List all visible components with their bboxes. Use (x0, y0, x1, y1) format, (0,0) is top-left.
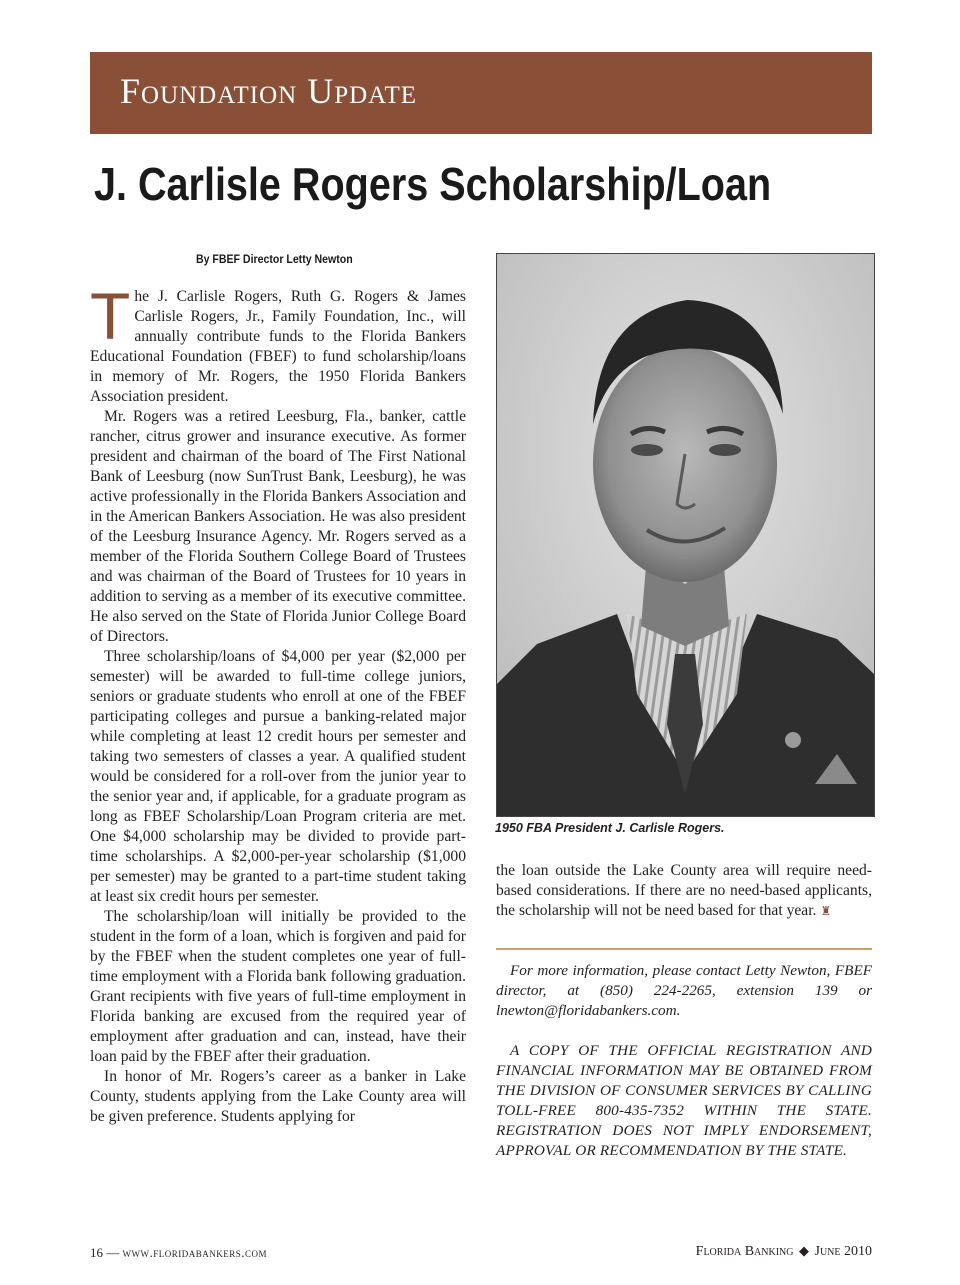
issue-date: June 2010 (814, 1244, 872, 1259)
registration-disclaimer: A COPY OF THE OFFICIAL REGISTRATION AND FINANCIAL INFORMATION MAY BE OBTAINED FROM THE DIVISION OF CONSUMER SERVICES BY CALLING TOLL-FREE 800-435-7352 WITHIN THE STATE. REGISTRATION DOES NOT IMPLY ENDORSEMENT, APPROVAL OR RECOMMENDATION BY THE STATE. (496, 1042, 872, 1159)
section-banner (90, 52, 872, 134)
portrait-illustration (497, 254, 874, 816)
article-paragraph-6: the loan outside the Lake County area will require need-based considerations. If there are no need-based applicants, the scholarship will not be need based for that year. ♜ (496, 862, 872, 919)
article-paragraph-4: The scholarship/loan will initially be provided to the student in the form of a loan, which is forgiven and paid for by the FBEF when the student completes one year of full-time employment with a Florida bank following graduation. Grant recipients with five years of full-time employment in Florida banking are excused from the required year of employment after graduation and can, instead, have their loan paid by the FBEF after their graduation. (90, 908, 466, 1065)
drop-cap: T (90, 279, 131, 353)
article-column-left (90, 279, 466, 1127)
article-byline: By FBEF Director Letty Newton (196, 252, 353, 266)
article-paragraph-5: In honor of Mr. Rogers’s career as a banker in Lake County, students applying from the Lake County area will be given preference. Students applying for (90, 1068, 466, 1125)
page-number: 16 (90, 1245, 103, 1260)
footer-page-info (90, 1245, 267, 1261)
article-headline: J. Carlisle Rogers Scholarship/Loan (94, 158, 772, 210)
end-of-article-icon: ♜ (820, 904, 832, 918)
article-paragraph-3: Three scholarship/loans of $4,000 per year ($2,000 per semester) will be awarded to full-time college juniors, seniors or graduate students who enroll at one of the FBEF participating colleges and pursue a banking-related major while completing at least 12 credit hours per semester and taking two semesters of classes a year. A qualified student would be considered for a roll-over from the junior year to the senior year and, if applicable, for a graduate program as long as FBEF Scholarship/Loan Program criteria are met. One $4,000 scholarship may be divided to provide part-time scholarships. A $2,000-per-year scholarship ($1,000 per semester) may be granted to a part-time student taking at least six credit hours per semester. (90, 648, 466, 905)
portrait-photo (496, 253, 875, 817)
article-paragraph-2: Mr. Rogers was a retired Leesburg, Fla., banker, cattle rancher, citrus grower and insurance executive. As former president and chairman of the board of The First National Bank of Leesburg (now SunTrust Bank, Leesburg), he was active professionally in the Florida Bankers Association and in the American Bankers Association. He was also president of the Leesburg Insurance Agency. Mr. Rogers served as a member of the Florida Southern College Board of Trustees and was chairman of the Board of Trustees for 10 years in addition to serving as a member of its executive committee. He also served on the State of Florida Junior College Board of Directors. (90, 408, 466, 645)
section-divider (496, 948, 872, 950)
footer-publication-info (696, 1243, 872, 1260)
article-column-right (496, 861, 872, 921)
publication-name: Florida Banking (695, 1244, 794, 1259)
article-paragraph-1: The J. Carlisle Rogers, Ruth G. Rogers & James Carlisle Rogers, Jr., Family Foundation, Inc., will annually contribute funds to the Florida Bankers Educational Foundation (FBEF) to fund scholarship/loans in memory of Mr. Rogers, the 1950 Florida Bankers Association president. (90, 279, 466, 405)
footer-website-link[interactable]: www.floridabankers.com (122, 1245, 267, 1260)
contact-note: For more information, please contact Letty Newton, FBEF director, at (850) 224-2265, extension 139 or lnewton@floridabankers.com. (496, 962, 872, 1019)
photo-caption: 1950 FBA President J. Carlisle Rogers. (495, 821, 725, 835)
footer-separator: — (106, 1245, 120, 1260)
section-banner-title: Foundation Update (120, 71, 418, 111)
diamond-icon: ◆ (799, 1243, 809, 1258)
